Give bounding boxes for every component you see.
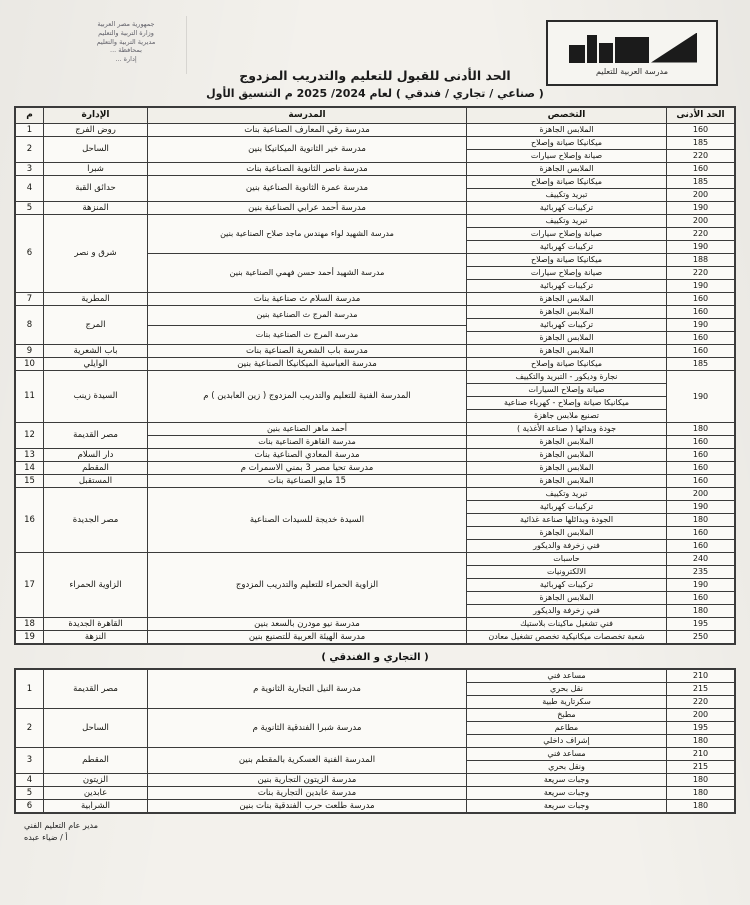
cell-min-score — [667, 345, 735, 358]
cell-min-score-line: 180 — [667, 423, 734, 436]
cell-min-score-line: 180 — [692, 775, 709, 784]
cell-specialization — [467, 709, 667, 748]
cell-administration: الساحل — [44, 137, 148, 163]
cell-specialization — [467, 462, 667, 475]
table-row — [16, 345, 735, 358]
cell-specialization-line: إشراف داخلي — [543, 736, 590, 745]
cell-specialization-line: شعبة تخصصات ميكانيكية تخصص تشغيل معادن — [488, 632, 645, 641]
cell-specialization-line: مساعد فني — [467, 748, 666, 761]
footer-line-1: مدير عام التعليم الفني — [24, 821, 99, 830]
cell-min-score-line: 160 — [692, 476, 709, 485]
cell-specialization-line: ميكانيكا صيانة وإصلاح — [467, 176, 666, 189]
cell-administration: المقطم — [44, 462, 148, 475]
cell-min-score-line: 180 — [692, 736, 709, 745]
table-row — [16, 358, 735, 371]
cell-specialization-line: الملابس الجاهزة — [539, 437, 594, 446]
cell-specialization-line: الملابس الجاهزة — [539, 333, 594, 342]
table-row — [16, 202, 735, 215]
cell-specialization-line: تبريد وتكييف — [545, 190, 588, 199]
cell-specialization-line: تركيبات كهربائية — [467, 241, 666, 254]
cell-specialization-line: ونقل بحري — [548, 762, 585, 771]
cell-administration: المطرية — [44, 293, 148, 306]
cell-school: المدرسة الفنية للتعليم والتدريب المزدوج ( زين العابدين ) م — [148, 371, 467, 423]
cell-min-score-line: 220 — [692, 697, 709, 706]
table-row — [16, 163, 735, 176]
table-header-row — [16, 108, 735, 124]
cell-school-line: أحمد ماهر الصناعية بنين — [148, 423, 466, 436]
cell-min-score-line: 160 — [692, 463, 709, 472]
cell-row-number: 1 — [16, 670, 44, 709]
cell-min-score-line: 160 — [692, 346, 709, 355]
industrial-table-wrapper — [14, 106, 736, 645]
cell-min-score-line: 160 — [692, 164, 709, 173]
cell-school: الزاوية الحمراء للتعليم والتدريب المزدوج — [148, 553, 467, 618]
cell-specialization — [467, 202, 667, 215]
cell-row-number: 3 — [16, 748, 44, 774]
table-row — [16, 449, 735, 462]
cell-specialization-line: تبريد وتكييف — [467, 488, 666, 501]
table-row — [16, 774, 735, 787]
cell-min-score — [667, 462, 735, 475]
cell-administration: روض الفرج — [44, 124, 148, 137]
cell-min-score-line: 180 — [692, 606, 709, 615]
cell-min-score — [667, 215, 735, 293]
cell-specialization-line: ميكانيكا صيانة وإصلاح — [530, 359, 603, 368]
cell-administration: شرق و نصر — [44, 215, 148, 293]
table-row — [16, 670, 735, 709]
cell-specialization — [467, 306, 667, 345]
cell-specialization — [467, 176, 667, 202]
cell-specialization-line: صيانة وإصلاح سيارات — [467, 267, 666, 280]
table-row — [16, 709, 735, 748]
table-row — [16, 293, 735, 306]
table-row — [16, 371, 735, 423]
cell-min-score-line: 185 — [692, 359, 709, 368]
cell-min-score — [667, 371, 735, 423]
cell-min-score — [667, 800, 735, 813]
cell-specialization — [467, 670, 667, 709]
cell-min-score — [667, 774, 735, 787]
document-footer — [14, 820, 736, 844]
cell-specialization — [467, 774, 667, 787]
table-row — [16, 553, 735, 618]
cell-row-number: 2 — [16, 137, 44, 163]
cell-row-number: 6 — [16, 800, 44, 813]
cell-min-score-line: 220 — [667, 267, 734, 280]
cell-min-score-line: 180 — [692, 801, 709, 810]
cell-min-score — [667, 202, 735, 215]
cell-specialization-line: تركيبات كهربائية — [539, 281, 594, 290]
cell-min-score-line: 160 — [692, 333, 709, 342]
cell-row-number: 7 — [16, 293, 44, 306]
cell-specialization-line: ميكانيكا صيانة وإصلاح - كهرباء صناعية — [467, 397, 666, 410]
cell-specialization — [467, 371, 667, 423]
cell-administration: مصر الجديدة — [44, 488, 148, 553]
cell-administration: المرج — [44, 306, 148, 345]
table-row — [16, 423, 735, 449]
cell-min-score-line: 200 — [667, 709, 734, 722]
cell-specialization-line: الملابس الجاهزة — [467, 306, 666, 319]
cell-school: مدرسة المعادي الصناعية بنات — [148, 449, 467, 462]
cell-school — [148, 306, 467, 345]
cell-school: مدرسة عمرة الثانوية الصناعية بنين — [148, 176, 467, 202]
cell-administration: الساحل — [44, 709, 148, 748]
cell-school: مدرسة النيل التجارية الثانوية م — [148, 670, 467, 709]
cell-specialization-line: ميكانيكا صيانة وإصلاح — [467, 137, 666, 150]
cell-administration: المستقبل — [44, 475, 148, 488]
cell-school: مدرسة طلعت حرب الفندقية بنات بنين — [148, 800, 467, 813]
col-num: م — [16, 108, 44, 124]
cell-row-number: 11 — [16, 371, 44, 423]
cell-administration: الزاوية الحمراء — [44, 553, 148, 618]
cell-specialization-line: تصنيع ملابس جاهزة — [533, 411, 600, 420]
cell-specialization — [467, 787, 667, 800]
cell-row-number: 8 — [16, 306, 44, 345]
cell-min-score-line: 190 — [692, 281, 709, 290]
page-title — [14, 68, 736, 100]
cell-specialization — [467, 345, 667, 358]
stamp-line-5: إدارة ... — [115, 55, 137, 64]
cell-specialization-line: جودة وبدائها ( صناعة الأغذية ) — [467, 423, 666, 436]
cell-min-score-line: 160 — [692, 541, 709, 550]
cell-specialization-line: سكرتارية طبية — [542, 697, 591, 706]
cell-school: مدرسة العباسية الميكانيكا الصناعية بنين — [148, 358, 467, 371]
industrial-table — [15, 107, 735, 644]
commercial-table — [15, 669, 735, 813]
cell-min-score-line: 190 — [667, 501, 734, 514]
cell-min-score-line: 160 — [692, 450, 709, 459]
cell-school: مدرسة السلام ث صناعية بنات — [148, 293, 467, 306]
cell-min-score — [667, 358, 735, 371]
cell-school: مدرسة باب الشعرية الصناعية بنات — [148, 345, 467, 358]
cell-specialization — [467, 137, 667, 163]
cell-specialization — [467, 553, 667, 618]
footer-line-2: أ / ضياء عبده — [24, 833, 68, 842]
cell-min-score-line: 200 — [667, 488, 734, 501]
cell-specialization-line: وجبات سريعة — [543, 801, 590, 810]
cell-school: مدرسة الهيئة العربية للتصنيع بنين — [148, 631, 467, 644]
cell-min-score-line: 160 — [667, 306, 734, 319]
cell-school: مدرسة تحيا مصر 3 بمني الاسمرات م — [148, 462, 467, 475]
title-secondary: ( صناعي / تجاري / فندقي ) لعام 2024/ 2025 م التنسيق الأول — [206, 87, 544, 100]
cell-min-score-line: 190 — [692, 391, 709, 401]
cell-specialization — [467, 488, 667, 553]
cell-specialization-line: نقل بحري — [467, 683, 666, 696]
cell-specialization-line: فني زخرفة والديكور — [533, 541, 600, 550]
cell-specialization-line: ميكانيكا صيانة وإصلاح — [467, 254, 666, 267]
cell-min-score — [667, 124, 735, 137]
cell-specialization — [467, 475, 667, 488]
table-row — [16, 787, 735, 800]
cell-specialization — [467, 631, 667, 644]
col-school: المدرسة — [148, 108, 467, 124]
cell-specialization-line: تبريد وتكييف — [467, 215, 666, 228]
cell-min-score — [667, 449, 735, 462]
cell-school-line: مدرسة الشهيد لواء مهندس ماجد صلاح الصناعية بنين — [148, 215, 466, 254]
cell-min-score — [667, 488, 735, 553]
cell-specialization-line: الملابس الجاهزة — [467, 592, 666, 605]
cell-min-score-line: 190 — [667, 319, 734, 332]
cell-min-score-line: 190 — [667, 579, 734, 592]
cell-administration: شبرا — [44, 163, 148, 176]
document-header — [14, 10, 736, 106]
table-row — [16, 748, 735, 774]
cell-min-score-line: 190 — [667, 241, 734, 254]
cell-row-number: 3 — [16, 163, 44, 176]
cell-min-score-line: 250 — [692, 632, 709, 641]
cell-min-score — [667, 306, 735, 345]
cell-row-number: 4 — [16, 176, 44, 202]
cell-row-number: 5 — [16, 202, 44, 215]
cell-specialization — [467, 618, 667, 631]
cell-administration: مصر القديمة — [44, 670, 148, 709]
cell-specialization — [467, 800, 667, 813]
stamp-line-2: وزارة التربية والتعليم — [98, 28, 154, 37]
cell-min-score-line: 195 — [667, 722, 734, 735]
cell-specialization-line: الجودة وبدائلها صناعة غذائية — [467, 514, 666, 527]
table-row — [16, 618, 735, 631]
cell-specialization-line: الملابس الجاهزة — [467, 527, 666, 540]
cell-row-number: 19 — [16, 631, 44, 644]
cell-min-score-line: 215 — [667, 683, 734, 696]
cell-school — [148, 215, 467, 293]
cell-specialization-line: الملابس الجاهزة — [539, 294, 594, 303]
cell-administration: النزهة — [44, 631, 148, 644]
cell-min-score-line: 195 — [692, 619, 709, 628]
cell-row-number: 5 — [16, 787, 44, 800]
cell-specialization-line: الملابس الجاهزة — [539, 476, 594, 485]
cell-specialization-line: تركيبات كهربائية — [467, 319, 666, 332]
cell-min-score-line: 160 — [692, 437, 709, 446]
cell-specialization-line: وجبات سريعة — [543, 788, 590, 797]
cell-administration: باب الشعرية — [44, 345, 148, 358]
cell-min-score-line: 190 — [692, 203, 709, 212]
factory-logo-icon — [567, 31, 697, 65]
cell-min-score-line: 200 — [692, 190, 709, 199]
cell-specialization-line: الملابس الجاهزة — [539, 463, 594, 472]
logo-label: مدرسة العربية للتعليم — [595, 66, 669, 76]
cell-specialization-line: الملابس الجاهزة — [539, 164, 594, 173]
cell-school-line: مدرسة الشهيد أحمد حسن فهمي الصناعية بنين — [229, 268, 385, 277]
cell-row-number: 14 — [16, 462, 44, 475]
cell-specialization — [467, 358, 667, 371]
cell-specialization-line: تركيبات كهربائية — [467, 501, 666, 514]
cell-min-score-line: 160 — [692, 125, 709, 134]
ministry-stamp — [66, 16, 187, 74]
cell-administration: الوايلي — [44, 358, 148, 371]
cell-specialization-line: الملابس الجاهزة — [539, 125, 594, 134]
cell-specialization — [467, 124, 667, 137]
cell-min-score-line: 200 — [667, 215, 734, 228]
cell-min-score — [667, 176, 735, 202]
table-row — [16, 176, 735, 202]
col-admin: الإدارة — [44, 108, 148, 124]
cell-administration: عابدين — [44, 787, 148, 800]
cell-min-score — [667, 553, 735, 618]
cell-min-score-line: 210 — [667, 670, 734, 683]
cell-specialization-line: صيانة وإصلاح السيارات — [467, 384, 666, 397]
cell-min-score — [667, 631, 735, 644]
cell-min-score-line: 180 — [692, 788, 709, 797]
cell-administration: المنزهة — [44, 202, 148, 215]
col-min: الحد الأدنى — [667, 108, 735, 124]
table-row — [16, 124, 735, 137]
cell-school-line: مدرسة المرج ث الصناعية بنين — [148, 306, 466, 326]
cell-specialization — [467, 215, 667, 293]
table-row — [16, 306, 735, 345]
cell-school: مدرسة عابدين التجارية بنات — [148, 787, 467, 800]
cell-specialization-line: الملابس الجاهزة — [539, 346, 594, 355]
cell-min-score-line: 210 — [667, 748, 734, 761]
cell-min-score — [667, 709, 735, 748]
cell-school: مدرسة خير الثانوية الميكانيكا بنين — [148, 137, 467, 163]
cell-school: مدرسة الزيتون التجارية بنين — [148, 774, 467, 787]
cell-administration: دار السلام — [44, 449, 148, 462]
cell-administration: حدائق القبة — [44, 176, 148, 202]
cell-min-score-line: 180 — [667, 514, 734, 527]
cell-specialization — [467, 449, 667, 462]
cell-administration: السيدة زينب — [44, 371, 148, 423]
cell-specialization-line: حاسبات — [467, 553, 666, 566]
cell-row-number: 10 — [16, 358, 44, 371]
cell-min-score — [667, 787, 735, 800]
cell-specialization — [467, 163, 667, 176]
cell-min-score — [667, 475, 735, 488]
cell-administration: مصر القديمة — [44, 423, 148, 449]
cell-specialization — [467, 293, 667, 306]
commercial-table-wrapper — [14, 668, 736, 814]
cell-min-score — [667, 293, 735, 306]
cell-row-number: 4 — [16, 774, 44, 787]
cell-row-number: 6 — [16, 215, 44, 293]
cell-specialization-line: وجبات سريعة — [543, 775, 590, 784]
cell-min-score — [667, 137, 735, 163]
cell-min-score — [667, 748, 735, 774]
cell-min-score-line: 240 — [667, 553, 734, 566]
cell-administration: المقطم — [44, 748, 148, 774]
cell-row-number: 17 — [16, 553, 44, 618]
cell-administration: الزيتون — [44, 774, 148, 787]
cell-school — [148, 423, 467, 449]
cell-specialization-line: صيانة وإصلاح سيارات — [530, 151, 603, 160]
cell-specialization — [467, 748, 667, 774]
cell-min-score-line: 235 — [667, 566, 734, 579]
section2-title: ( التجاري و الفندقي ) — [321, 652, 429, 663]
cell-row-number: 18 — [16, 618, 44, 631]
cell-school: المدرسة الفنية العسكرية بالمقطم بنين — [148, 748, 467, 774]
cell-specialization-line: فني تشغيل ماكينات بلاستيك — [520, 619, 613, 628]
cell-specialization-line: صيانة وإصلاح سيارات — [467, 228, 666, 241]
cell-school-line: مدرسة القاهرة الصناعية بنات — [258, 437, 356, 446]
cell-min-score — [667, 618, 735, 631]
cell-school: 15 مايو الصناعية بنات — [148, 475, 467, 488]
cell-administration: القاهرة الجديدة — [44, 618, 148, 631]
table-row — [16, 475, 735, 488]
title-primary: الحد الأدنى للقبول للتعليم والتدريب المزدوج — [239, 68, 511, 83]
cell-row-number: 16 — [16, 488, 44, 553]
cell-min-score-line: 188 — [667, 254, 734, 267]
cell-min-score-line: 185 — [667, 176, 734, 189]
cell-specialization-line: فني زخرفة والديكور — [533, 606, 600, 615]
cell-specialization-line: نجارة وديكور - التبريد والتكييف — [467, 371, 666, 384]
cell-school: السيدة خديجة للسيدات الصناعية — [148, 488, 467, 553]
col-spec: التخصص — [467, 108, 667, 124]
table-row — [16, 800, 735, 813]
cell-row-number: 12 — [16, 423, 44, 449]
cell-row-number: 9 — [16, 345, 44, 358]
cell-administration: الشرابية — [44, 800, 148, 813]
stamp-line-3: مديرية التربية والتعليم — [96, 37, 156, 46]
cell-min-score — [667, 423, 735, 449]
cell-min-score-line: 215 — [692, 762, 709, 771]
cell-school: مدرسة شبرا الفندقية الثانوية م — [148, 709, 467, 748]
cell-school-line: مدرسة المرج ث الصناعية بنات — [255, 329, 359, 339]
cell-specialization-line: الملابس الجاهزة — [539, 450, 594, 459]
table-row — [16, 631, 735, 644]
cell-min-score — [667, 163, 735, 176]
stamp-line-4: بمحافظة ... — [110, 46, 142, 55]
cell-row-number: 2 — [16, 709, 44, 748]
cell-min-score-line: 220 — [692, 151, 709, 160]
cell-specialization-line: الالكترونيات — [467, 566, 666, 579]
stamp-line-1: جمهورية مصر العربية — [97, 20, 155, 28]
cell-school: مدرسة أحمد عرابي الصناعية بنين — [148, 202, 467, 215]
cell-min-score-line: 160 — [667, 592, 734, 605]
cell-min-score-line: 160 — [667, 527, 734, 540]
table-row — [16, 488, 735, 553]
cell-row-number: 15 — [16, 475, 44, 488]
cell-specialization-line: مطاعم — [467, 722, 666, 735]
cell-specialization-line: تركيبات كهربائية — [539, 203, 594, 212]
cell-row-number: 1 — [16, 124, 44, 137]
cell-min-score-line: 185 — [667, 137, 734, 150]
cell-specialization-line: مطبخ — [467, 709, 666, 722]
cell-specialization — [467, 423, 667, 449]
cell-school: مدرسة نيو مودرن بالسعد بنين — [148, 618, 467, 631]
cell-school: مدرسة رقي المعارف الصناعية بنات — [148, 124, 467, 137]
cell-min-score-line: 160 — [692, 294, 709, 303]
cell-specialization-line: مساعد فني — [467, 670, 666, 683]
cell-row-number: 13 — [16, 449, 44, 462]
table-row — [16, 462, 735, 475]
table-row — [16, 137, 735, 163]
cell-school: مدرسة ناصر الثانوية الصناعية بنات — [148, 163, 467, 176]
cell-specialization-line: تركيبات كهربائية — [467, 579, 666, 592]
cell-min-score — [667, 670, 735, 709]
cell-min-score-line: 220 — [667, 228, 734, 241]
table-row — [16, 215, 735, 293]
